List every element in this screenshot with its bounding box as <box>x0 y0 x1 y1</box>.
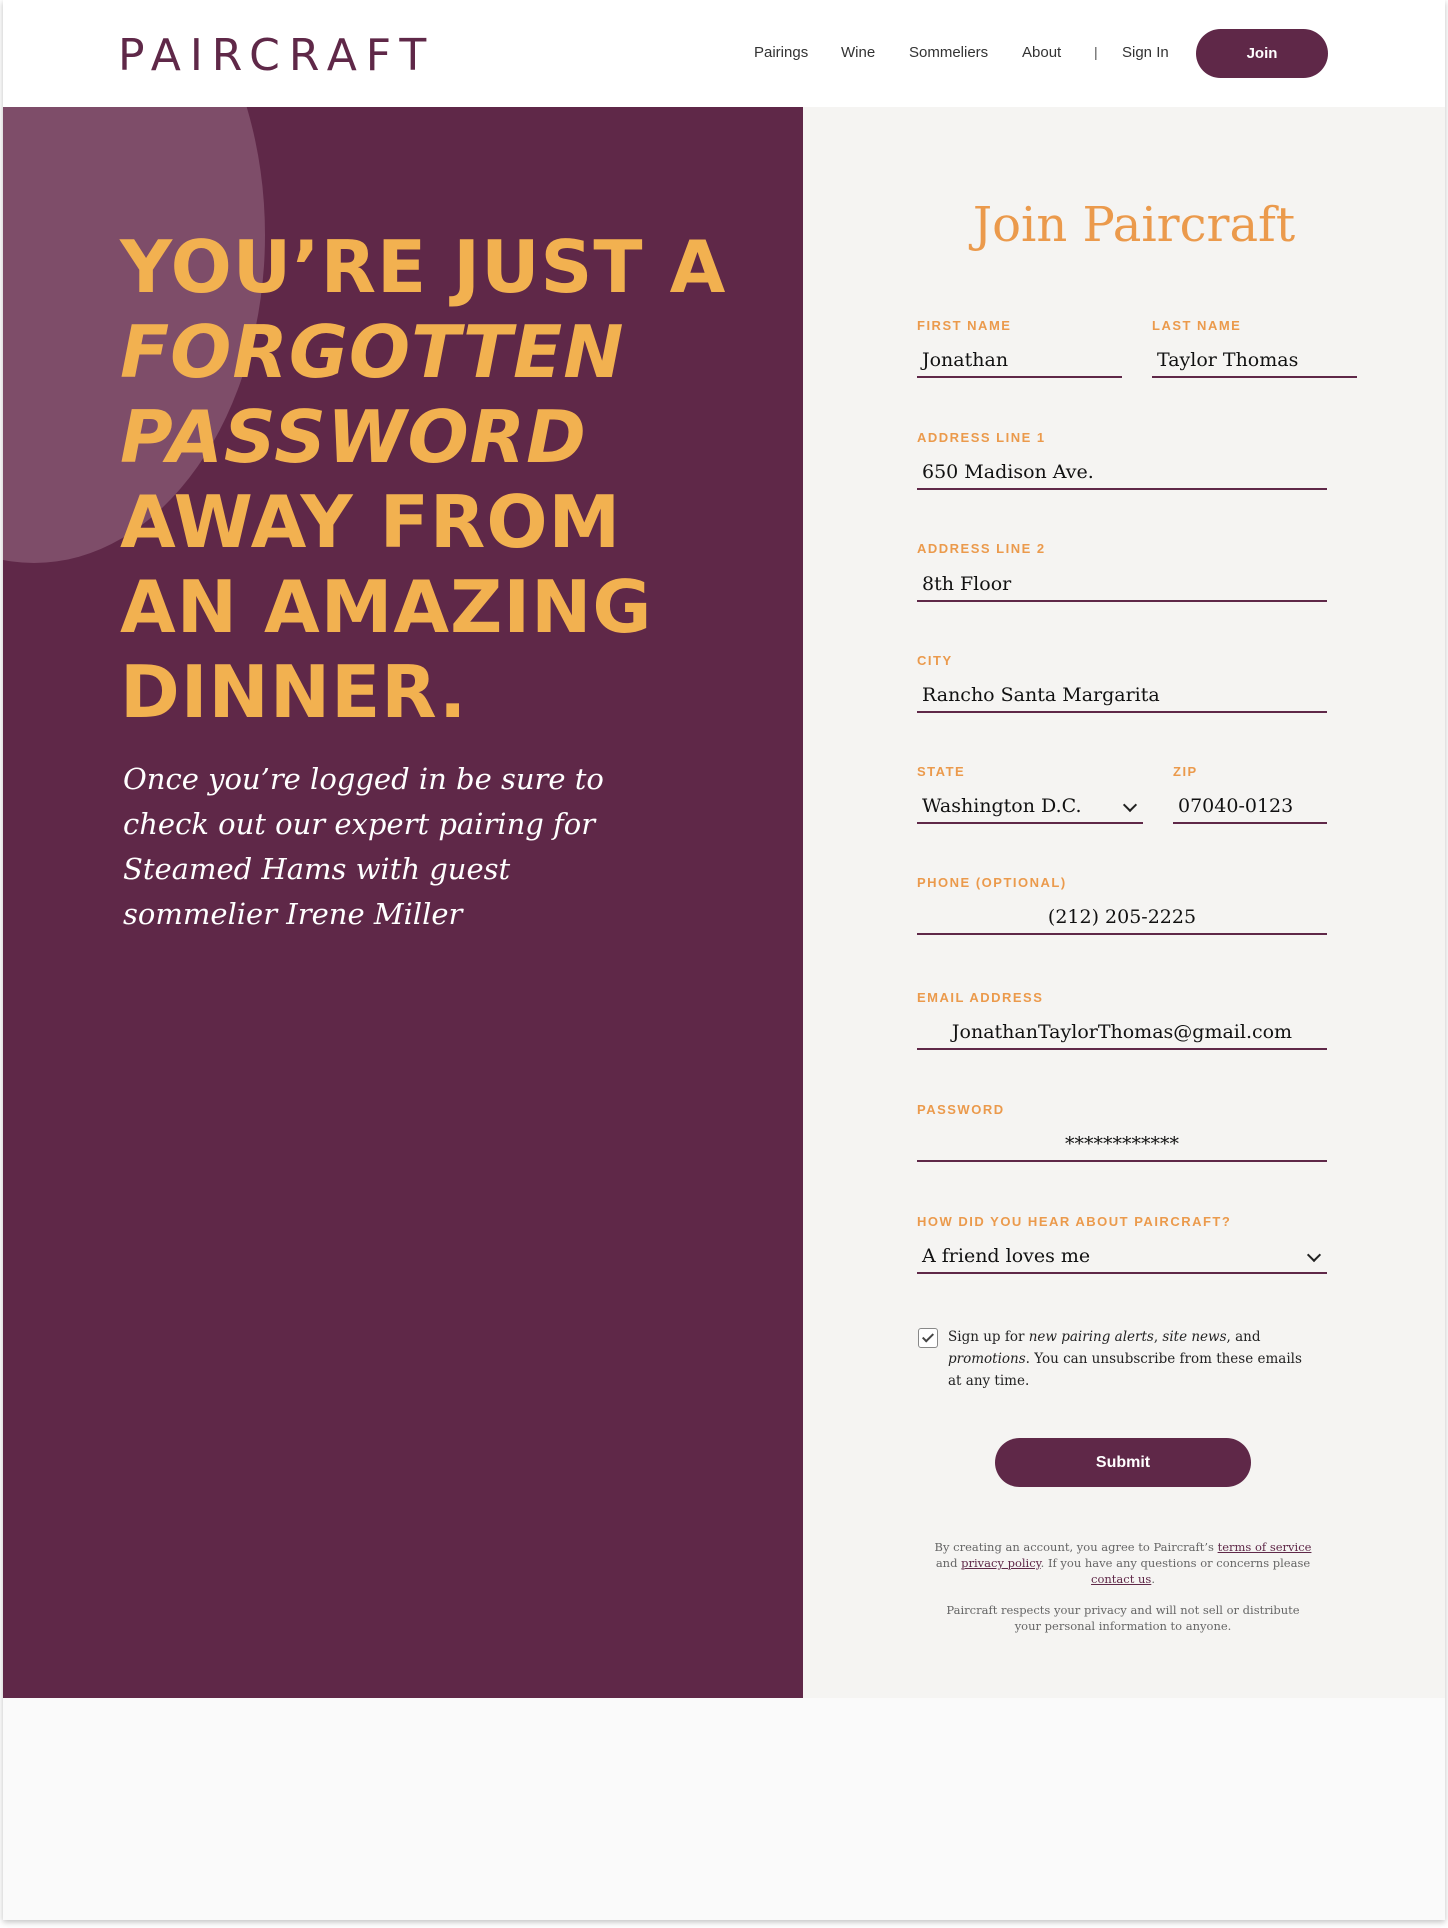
contact-link[interactable]: contact us <box>1091 1572 1152 1586</box>
hero-headline <box>120 225 780 735</box>
checkmark-icon <box>922 1330 934 1342</box>
email-input[interactable]: JonathanTaylorThomas@gmail.com <box>917 1016 1327 1050</box>
nav-sommeliers[interactable]: Sommeliers <box>909 44 989 61</box>
hero-subtext: Once you’re logged in be sure to check out our expert pairing for Steamed Hams with guest sommelier Irene Miller <box>123 762 604 931</box>
password-input[interactable]: ************ <box>917 1128 1327 1162</box>
submit-button[interactable]: Submit <box>995 1438 1251 1487</box>
phone-label: PHONE (OPTIONAL) <box>917 875 1067 890</box>
state-select[interactable] <box>917 790 1143 824</box>
state-value: Washington D.C. <box>922 795 1082 817</box>
chevron-down-icon <box>1307 1248 1321 1262</box>
newsletter-optin-text: Sign up for new pairing alerts, site news, and promotions. You can unsubscribe from these emails at any time. <box>948 1329 1302 1389</box>
join-button[interactable]: Join <box>1196 29 1328 78</box>
city-label: CITY <box>917 653 953 668</box>
headline-line: AWAY FROM <box>120 480 622 564</box>
last-name-input[interactable]: Taylor Thomas <box>1152 344 1357 378</box>
headline-line: AN AMAZING <box>120 565 653 649</box>
site-header <box>3 0 1445 107</box>
nav-separator: | <box>1094 44 1098 60</box>
privacy-link[interactable]: privacy policy <box>961 1556 1041 1570</box>
state-label: STATE <box>917 764 966 779</box>
phone-input[interactable]: (212) 205-2225 <box>917 901 1327 935</box>
nav-pairings[interactable]: Pairings <box>754 44 809 61</box>
email-label: EMAIL ADDRESS <box>917 990 1044 1005</box>
chevron-down-icon <box>1123 798 1137 812</box>
first-name-label: FIRST NAME <box>917 318 1012 333</box>
referral-label: HOW DID YOU HEAR ABOUT PAIRCRAFT? <box>917 1214 1232 1229</box>
zip-label: ZIP <box>1173 764 1198 779</box>
headline-line: PASSWORD <box>120 395 587 479</box>
headline-line: YOU’RE JUST A <box>120 225 727 309</box>
referral-value: A friend loves me <box>922 1245 1091 1267</box>
newsletter-checkbox[interactable] <box>918 1328 938 1348</box>
referral-select[interactable] <box>917 1240 1327 1274</box>
address1-label: ADDRESS LINE 1 <box>917 430 1046 445</box>
logo[interactable]: PAIRCRAFT <box>118 30 436 81</box>
zip-input[interactable]: 07040-0123 <box>1173 790 1327 824</box>
nav-sign-in[interactable]: Sign In <box>1122 44 1169 61</box>
terms-link[interactable]: terms of service <box>1217 1540 1312 1554</box>
form-title: Join Paircraft <box>972 197 1296 253</box>
join-form-panel <box>803 107 1445 1698</box>
address2-input[interactable]: 8th Floor <box>917 568 1327 602</box>
city-input[interactable]: Rancho Santa Margarita <box>917 679 1327 713</box>
terms-notice: By creating an account, you agree to Paircraft’s terms of service and privacy policy. If you have any questions or concerns please contact us. <box>934 1540 1312 1586</box>
password-label: PASSWORD <box>917 1102 1005 1117</box>
address2-label: ADDRESS LINE 2 <box>917 541 1046 556</box>
nav-wine[interactable]: Wine <box>841 44 876 61</box>
page-frame <box>3 0 1445 1920</box>
address1-input[interactable]: 650 Madison Ave. <box>917 456 1327 490</box>
first-name-input[interactable]: Jonathan <box>917 344 1122 378</box>
privacy-notice: Paircraft respects your privacy and will not sell or distribute your personal information to anyone. <box>946 1603 1300 1633</box>
last-name-label: LAST NAME <box>1152 318 1242 333</box>
hero-panel <box>3 107 803 1698</box>
headline-line: FORGOTTEN <box>120 310 625 394</box>
headline-line: DINNER. <box>120 650 468 734</box>
nav-about[interactable]: About <box>1022 44 1062 61</box>
